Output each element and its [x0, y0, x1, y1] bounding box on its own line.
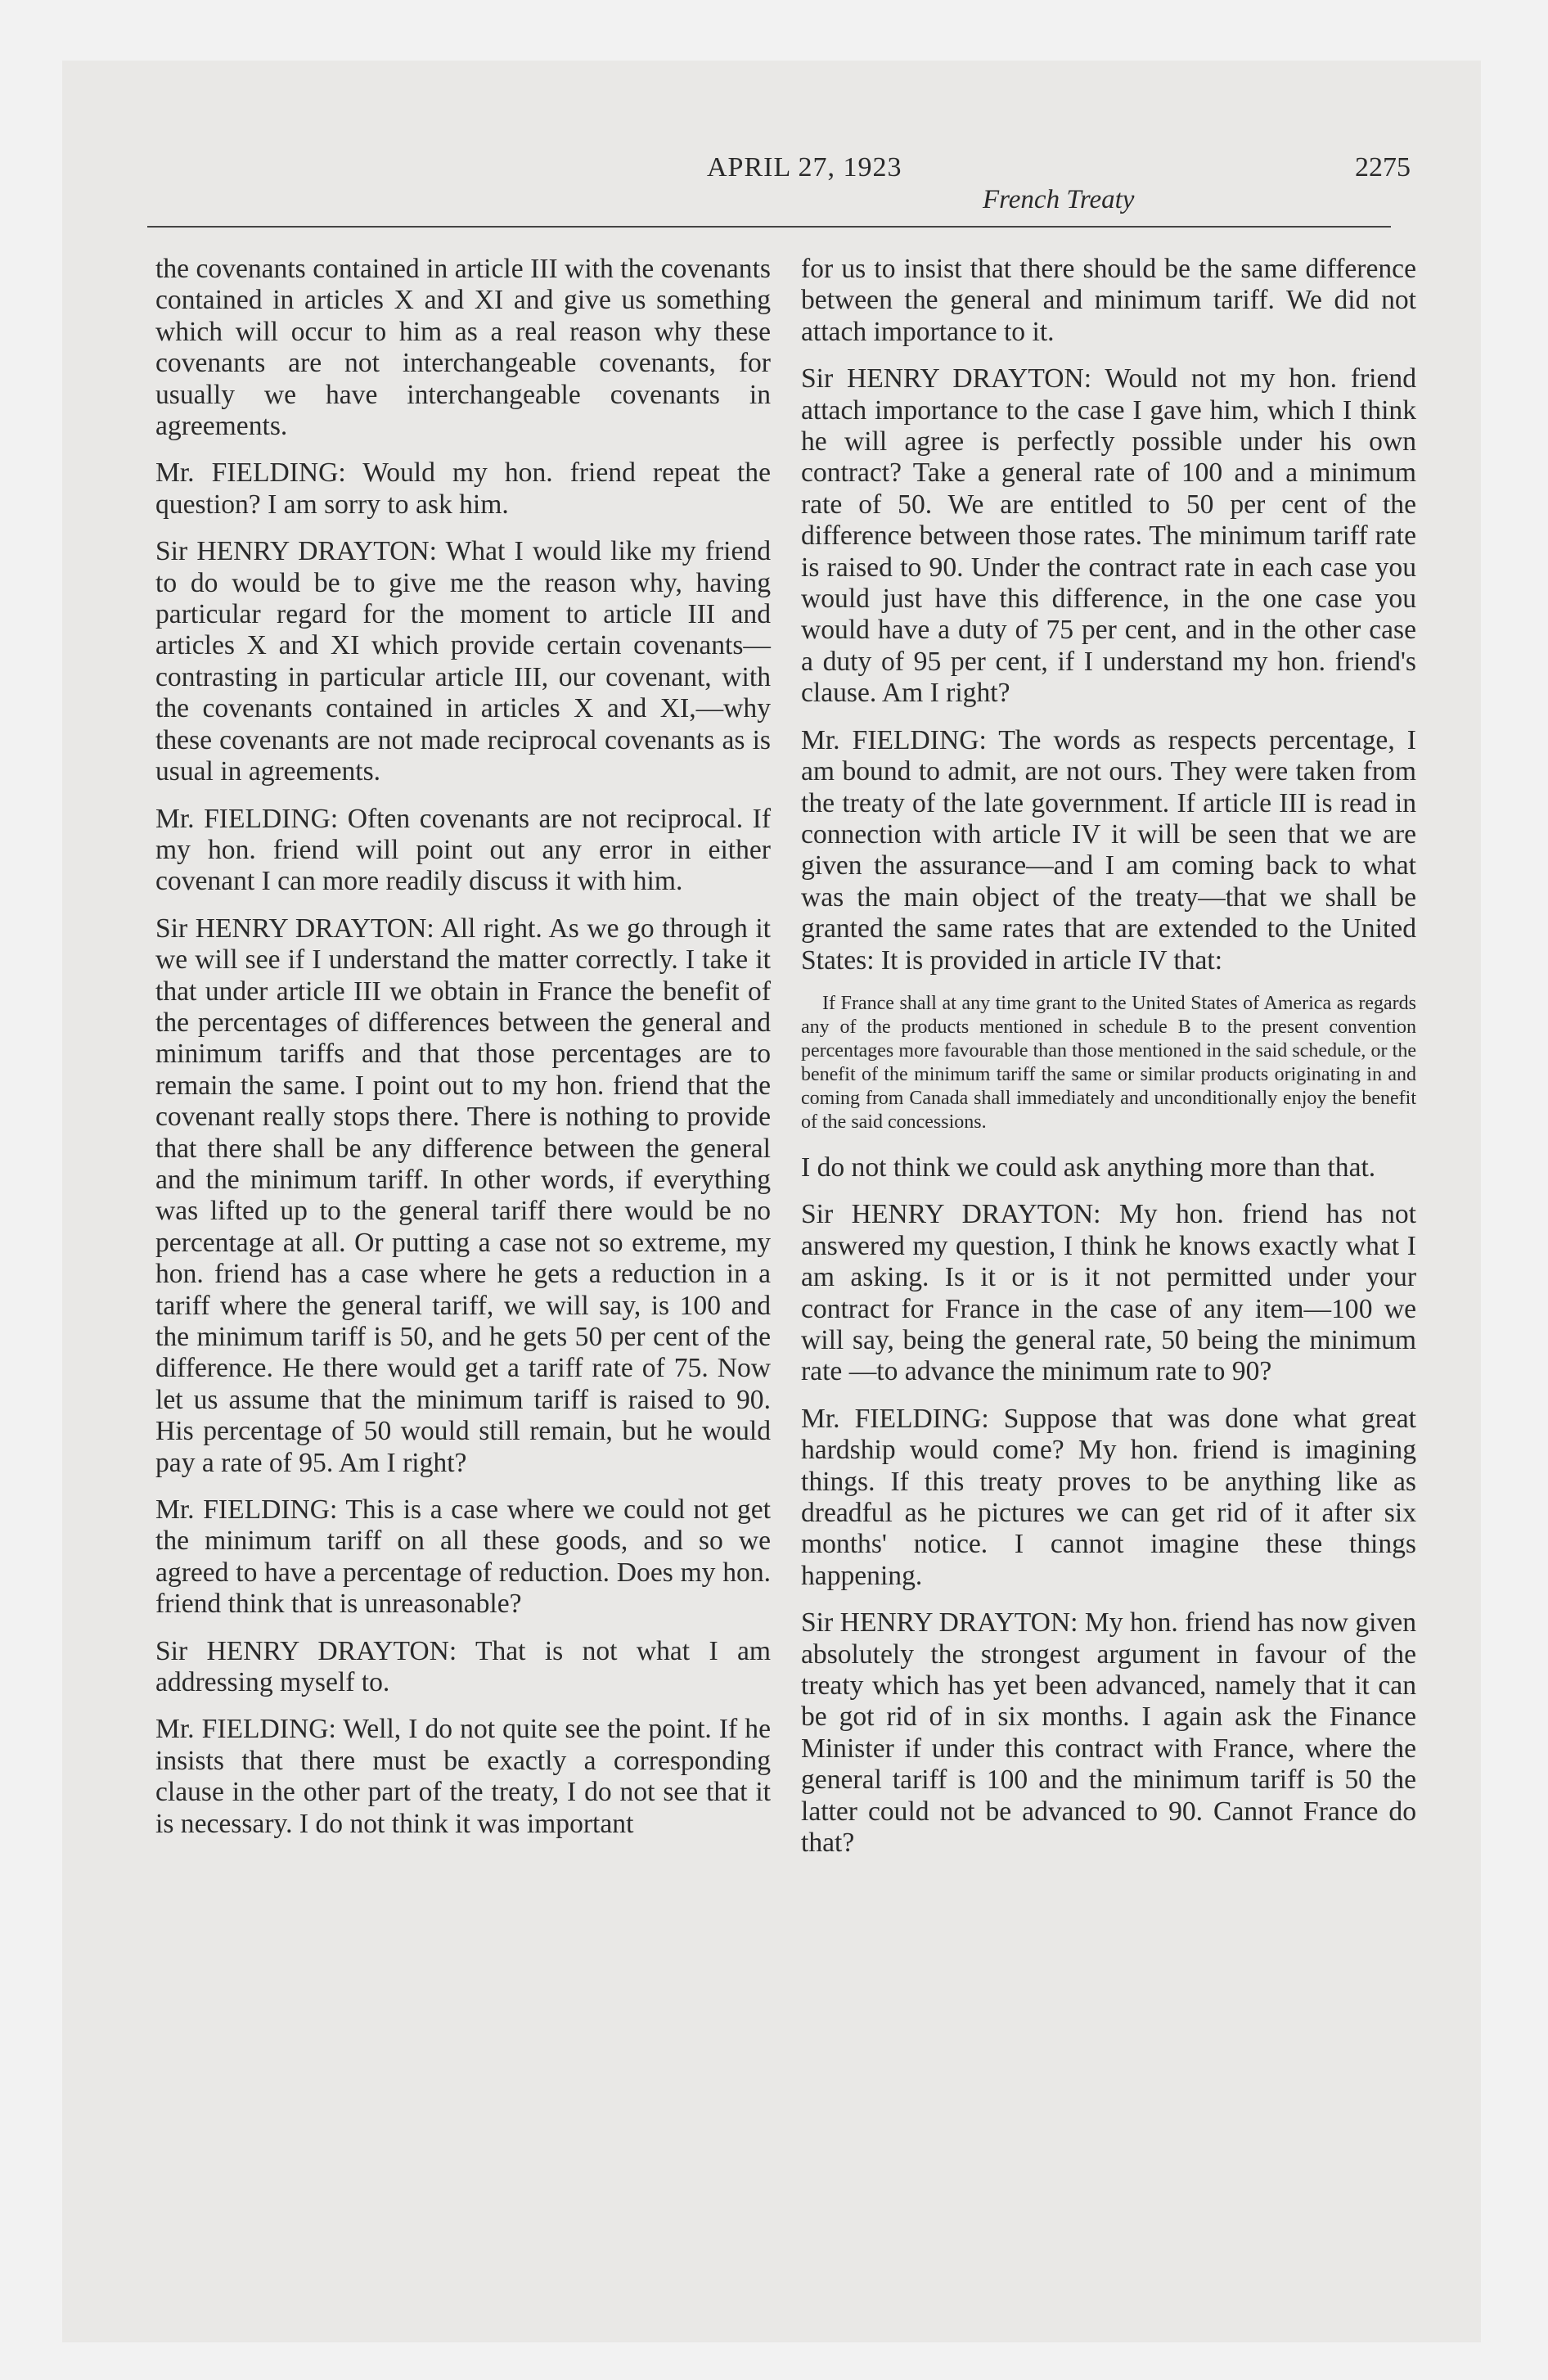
- paragraph: Sir HENRY DRAYTON: That is not what I am addressing myself to.: [155, 1635, 771, 1698]
- paragraph: Sir HENRY DRAYTON: Would not my hon. friend attach importance to the case I gave him, which I think he will agree is perfectly possible under his own contract? Take a general rate of 100 and a minimum rate of 50. We are entitled to 50 per cent of the difference between those rates. The minimum tariff rate is raised to 90. Under the contract rate in each case you would just have this difference, in the one case you would have a duty of 75 per cent, and in the other case a duty of 95 per cent, if I understand my hon. friend's clause. Am I right?: [801, 363, 1416, 709]
- header-page-number: 2275: [1355, 152, 1411, 183]
- paragraph: Mr. FIELDING: Often covenants are not reciprocal. If my hon. friend will point out any error in either covenant I can more readily discuss it with him.: [155, 803, 771, 897]
- header-date: APRIL 27, 1923: [707, 152, 902, 183]
- paragraph: Mr. FIELDING: Would my hon. friend repeat the question? I am sorry to ask him.: [155, 458, 771, 520]
- paragraph: the covenants contained in article III with the covenants contained in articles X and XI and give us something which will occur to him as a real reason why these covenants are not interchangeable covenants, for usually we have interchangeable covenants in agreements.: [155, 254, 771, 442]
- header-rule: [147, 226, 1391, 228]
- header-section-title: French Treaty: [983, 185, 1135, 214]
- treaty-quote: If France shall at any time grant to the United States of America as regards any of the products mentioned in schedule B to the present convention percentages more favourable than those mentioned in the said schedule, or the benefit of the minimum tariff the same or similar products originating in and coming from Canada shall immediately and unconditionally enjoy the benefit of the said concessions.: [801, 992, 1416, 1133]
- paragraph: Sir HENRY DRAYTON: My hon. friend has now given absolutely the strongest argument in favour of the treaty which has yet been advanced, namely that it can be got rid of in six months. I again ask the Finance Minister if under this contract with France, where the general tariff is 100 and the minimum tariff is 50 the latter could not be advanced to 90. Cannot France do that?: [801, 1607, 1416, 1859]
- page-header: [62, 61, 1481, 224]
- paragraph: for us to insist that there should be the same difference between the general and minimum tariff. We did not attach importance to it.: [801, 254, 1416, 347]
- paragraph: Mr. FIELDING: The words as respects percentage, I am bound to admit, are not ours. They were taken from the treaty of the late government. If article III is read in connection with article IV it will be seen that we are given the assurance—and I am coming back to what was the main object of the treaty—that we shall be granted the same rates that are extended to the United States: It is provided in article IV that:: [801, 724, 1416, 976]
- paragraph: Sir HENRY DRAYTON: What I would like my friend to do would be to give me the reason why, having particular regard for the moment to article III and articles X and XI which provide certain covenants—contrasting in particular article III, our covenant, with the covenants contained in articles X and XI,—why these covenants are not made reciprocal covenants as is usual in agreements.: [155, 536, 771, 787]
- paragraph: Sir HENRY DRAYTON: My hon. friend has not answered my question, I think he knows exactly what I am asking. Is it or is it not permitted under your contract for France in the case of any item—100 we will say, being the general rate, 50 being the minimum rate —to advance the minimum rate to 90?: [801, 1199, 1416, 1387]
- left-column: [155, 254, 771, 1855]
- paragraph: I do not think we could ask anything more than that.: [801, 1152, 1376, 1183]
- paragraph: Mr. FIELDING: This is a case where we could not get the minimum tariff on all these goods, and so we agreed to have a percentage of reduction. Does my hon. friend think that is unreasonable?: [155, 1494, 771, 1620]
- paragraph: Mr. FIELDING: Suppose that was done what great hardship would come? My hon. friend is imagining things. If this treaty proves to be anything like as dreadful as he pictures we can get rid of it after six months' notice. I cannot imagine these things happening.: [801, 1403, 1416, 1591]
- page-sheet: [62, 61, 1481, 2342]
- paragraph: Sir HENRY DRAYTON: All right. As we go through it we will see if I understand the matter correctly. I take it that under article III we obtain in France the benefit of the percentages of differences between the general and minimum tariffs and that those percentages are to remain the same. I point out to my hon. friend that the covenant really stops there. There is nothing to provide that there shall be any difference between the general and the minimum tariff. In other words, if everything was lifted up to the general tariff there would be no percentage at all. Or putting a case not so extreme, my hon. friend has a case where he gets a reduction in a tariff where the general tariff, we will say, is 100 and the minimum tariff is 50, and he gets 50 per cent of the difference. He there would get a tariff rate of 75. Now let us assume that the minimum tariff is raised to 90. His percentage of 50 would still remain, but he would pay a rate of 95. Am I right?: [155, 913, 771, 1478]
- right-column: [801, 254, 1416, 1874]
- paragraph: Mr. FIELDING: Well, I do not quite see the point. If he insists that there must be exactly a corresponding clause in the other part of the treaty, I do not see that it is necessary. I do not think it was important: [155, 1714, 771, 1839]
